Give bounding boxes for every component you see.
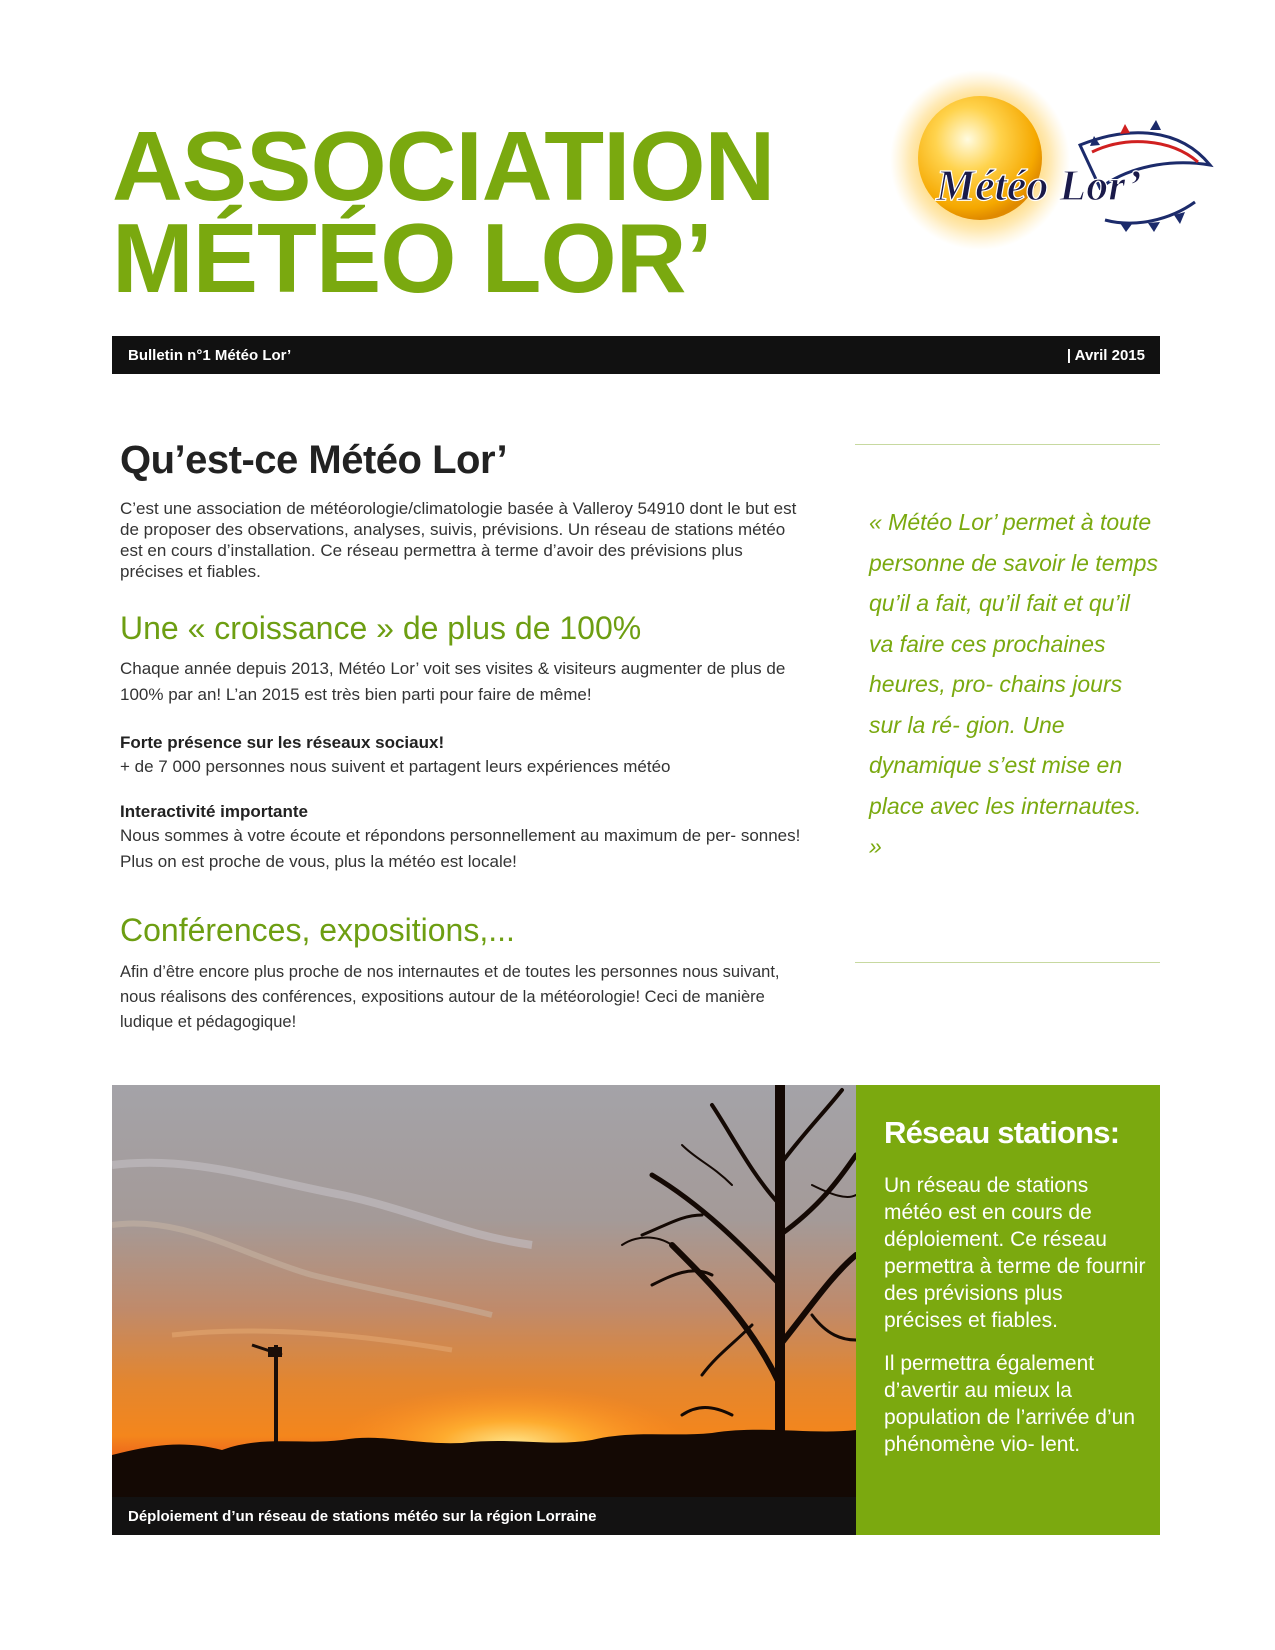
stations-box-paragraph-2: Il permettra également d’avertir au mieux la population de l’arrivée d’un phénomène vio- lent. [884, 1352, 1136, 1456]
quote-bottom-rule [855, 962, 1160, 963]
social-paragraph: + de 7 000 personnes nous suivent et partagent leurs expériences météo [120, 757, 671, 776]
subheading-social: Forte présence sur les réseaux sociaux! [120, 733, 445, 752]
masthead-bar [112, 336, 1160, 374]
issue-date: | Avril 2015 [1066, 347, 1145, 364]
section-heading-about: Qu’est-ce Météo Lor’ [120, 438, 508, 482]
meteo-lor-logo [880, 70, 1240, 270]
quote-top-rule [855, 444, 1160, 445]
photo-caption: Déploiement d’un réseau de stations météo sur la région Lorraine [128, 1508, 597, 1525]
sunset-photo [112, 1085, 856, 1535]
growth-paragraph: Chaque année depuis 2013, Météo Lor’ voit ses visites & visiteurs augmenter de plus de 100% par an! L’an 2015 est très bien parti pour faire de même! [120, 659, 786, 704]
interactivity-paragraph: Nous sommes à votre écoute et répondons personnellement au maximum de per- sonnes! Plus on est proche de vous, plus la météo est locale! [120, 826, 801, 871]
intro-paragraph: C’est une association de météorologie/climatologie basée à Valleroy 54910 dont le but est de proposer des observations, analyses, suivis, prévisions. Un réseau de stations météo est en cours d’installation. Ce réseau permettra à terme d’avoir des prévisions plus précises et fiables. [120, 499, 797, 581]
subheading-interactivity: Interactivité importante [120, 802, 308, 821]
title-line-2: MÉTÉO LOR’ [112, 203, 712, 313]
section-heading-growth: Une « croissance » de plus de 100% [120, 610, 642, 646]
conferences-paragraph: Afin d’être encore plus proche de nos internautes et de toutes les personnes nous suivant, nous réalisons des conférences, expositions autour de la météorologie! Ceci de manière ludique et pédagogique! [120, 963, 780, 1031]
stations-box-title: Réseau stations: [884, 1115, 1120, 1150]
photo-caption-bar [112, 1497, 856, 1535]
stations-info-box [856, 1085, 1160, 1535]
logo-text: Météo Lor’ [936, 161, 1142, 210]
section-heading-conferences: Conférences, expositions,... [120, 912, 515, 948]
title-line-1: ASSOCIATION [112, 111, 775, 221]
stations-box-paragraph-1: Un réseau de stations météo est en cours de déploiement. Ce réseau permettra à terme de fournir des prévisions plus précises et fiables. [884, 1174, 1146, 1332]
bulletin-label: Bulletin n°1 Météo Lor’ [128, 347, 292, 364]
pull-quote: « Météo Lor’ permet à toute personne de savoir le temps qu’il a fait, qu’il fait et qu’il va faire ces prochaines heures, pro- chains jours sur la ré- gion. Une dynamique s’est mise en place avec les internautes. » [869, 509, 1158, 859]
